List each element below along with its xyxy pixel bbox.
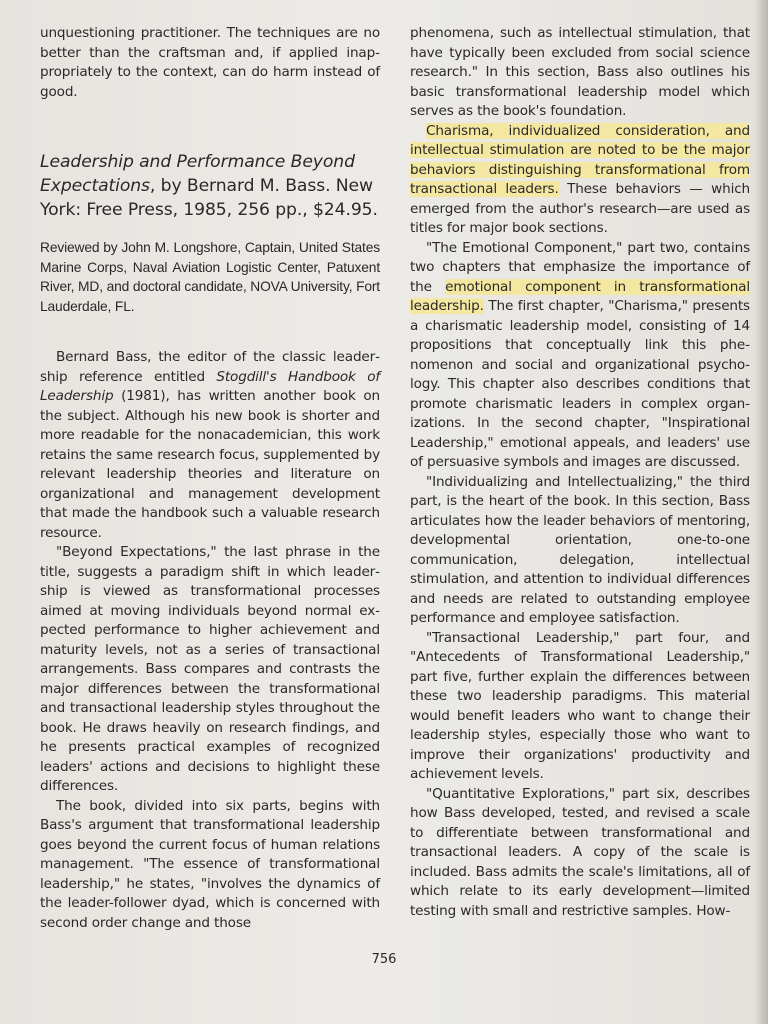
- book-title: Leadership and Performance Beyond Expectations: [40, 152, 355, 196]
- body-paragraph-5: Charisma, individualized consideration, and intellectual stimulation are noted to be the major behaviors distinguishing transformational from transactional leaders. These behaviors — which emerged from the author's research—are used as titles for major book sections.: [410, 122, 751, 236]
- right-column: [410, 24, 750, 921]
- page-number: 756: [371, 952, 397, 967]
- body-paragraph-6: "The Emotional Component," part two, contains two chapters that emphasize the importance of the emotional component in transformational leadership. The first chapter, "Charisma," presents a charismatic leadership model, consisting of 14 propositions that conceptually link this phenomenon and social and organizational psychology. This chapter also describes conditions that promote charismatic leaders in complex organizations. In the second chapter, "Inspirational Leadership," emotional appeals, and leaders' use of persuasive symbols and images are discussed.: [410, 239, 750, 470]
- cited-work-title: Stogdill's Handbook of Leadership: [40, 368, 380, 404]
- highlighted-passage-1: Charisma, individualized consideration, and intellectual stimulation are noted to be the major behaviors distinguishing transformational from transactional leaders.: [410, 122, 750, 197]
- body-paragraph-7: "Individualizing and Intellectualizing," the third part, is the heart of the book. In this section, Bass articulates how the leader behaviors of mentoring, developmental orientation, one-to-one communication, delegation, intellectual stimulation, and attention to individual differences and needs are related to outstanding employee performance and employee satisfaction.: [410, 473, 750, 626]
- body-paragraph-2: "Beyond Expectations," the last phrase in the title, suggests a paradigm shift in which leadership is viewed as transformational processes aimed at moving individuals beyond normal expected performance to higher achievement and maturity levels, not as a series of transactional arrangements. Bass compares and contrasts the major differences between the transformational and transactional leadership styles throughout the book. He draws heavily on research findings, and he presents practical examples of recognized leaders' actions and decisions to highlight these differences.: [40, 544, 380, 794]
- body-paragraph-8: "Transactional Leadership," part four, and "Antecedents of Transformational Leadership," part five, further explain the differences between these two leadership paradigms. This material would benefit leaders who want to change their leadership styles, especially those who want to improve their organizations' productivity and achievement levels.: [410, 629, 750, 782]
- book-publication-details: , by Bernard M. Bass. New York: Free Press, 1985, 256 pp., $24.95.: [40, 176, 378, 220]
- body-paragraph-9: "Quantitative Explorations," part six, describes how Bass developed, tested, and revised a scale to differentiate between transformational and transactional leaders. A copy of the scale is included. Bass admits the scale's limitations, all of which relate to its early development—limited testing with small and restrictive samples. How-: [410, 785, 750, 919]
- review-title: [40, 150, 380, 222]
- body-paragraph-1: Bernard Bass, the editor of the classic leadership reference entitled Stogdill's Handbook of Leadership (1981), has written another book on the subject. Although his new book is shorter and more readable for the nonacademician, this work retains the same research focus, supplemented by relevant leadership theories and literature on organizational and management development that made the handbook such a valuable research resource.: [40, 349, 380, 541]
- left-column: [40, 24, 380, 933]
- highlighted-passage-2: emotional component in transformational leadership.: [410, 278, 750, 314]
- reviewer-byline: Reviewed by John M. Longshore, Captain, United States Marine Corps, Naval Aviation Logistic Center, Patuxent River, MD, and doctoral candidate, NOVA University, Fort Lauderdale, FL.: [40, 240, 380, 314]
- body-paragraph-4: phenomena, such as intellectual stimulation, that have typically been excluded from social science research." In this section, Bass also outlines his basic transformational leadership model which serves as the book's foundation.: [410, 25, 750, 119]
- continuation-paragraph: unquestioning practitioner. The techniques are no better than the craftsman and, if applied inappropriately to the context, can do harm instead of good.: [40, 25, 380, 100]
- body-paragraph-3: The book, divided into six parts, begins with Bass's argument that transformational leadership goes beyond the current focus of human relations management. "The essence of transformational leadership," he states, "involves the dynamics of the leader-follower dyad, which is concerned with second order change and those: [40, 797, 380, 931]
- page-edge-shadow: [754, 0, 768, 1024]
